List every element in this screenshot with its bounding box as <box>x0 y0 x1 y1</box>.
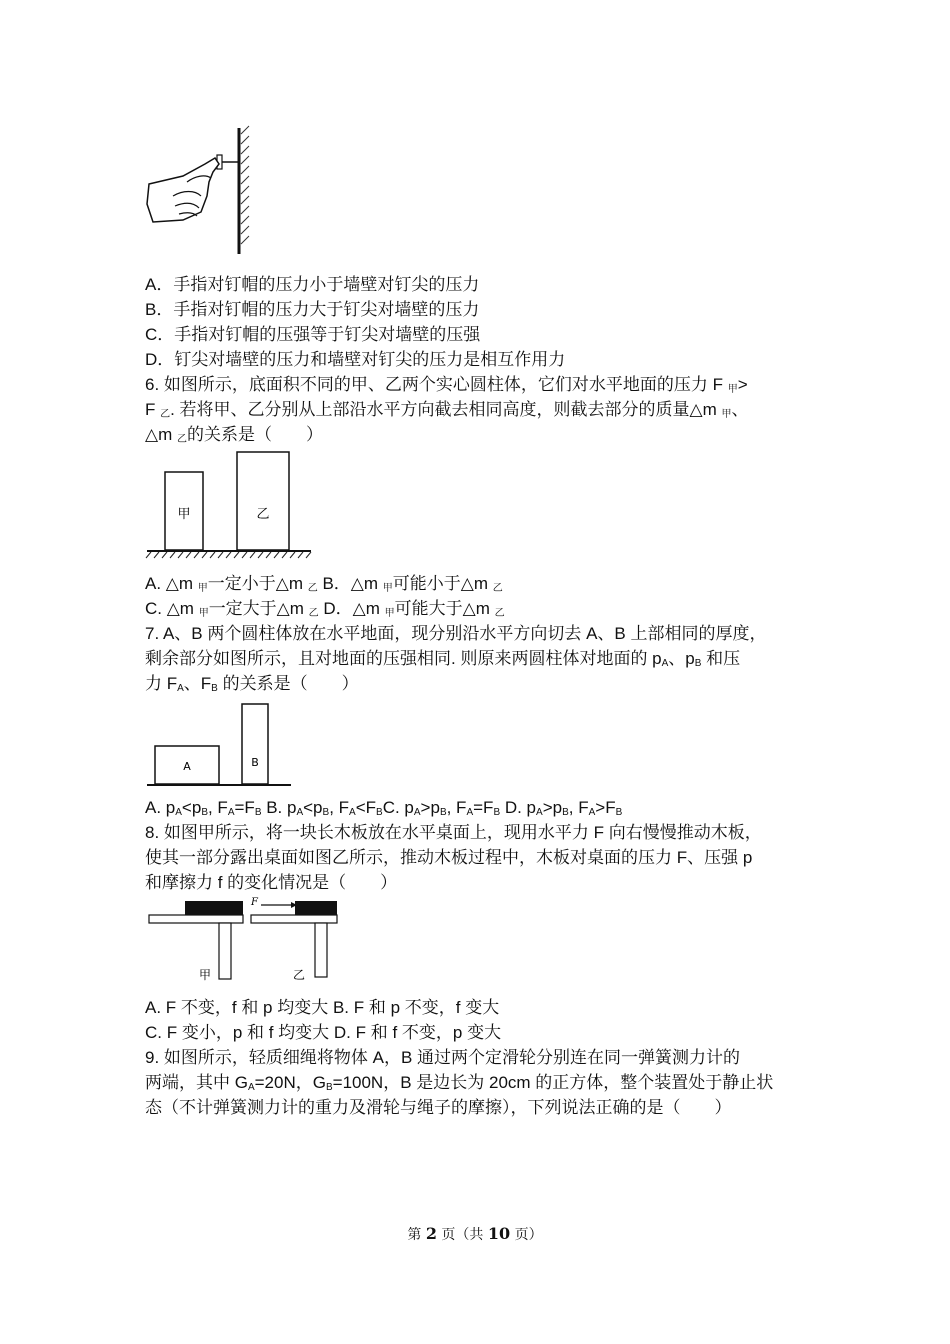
q8-stem-line3: 和摩擦力 f 的变化情况是（ ） <box>145 873 398 892</box>
q7-option-subscript: A <box>175 807 182 818</box>
q7-option-text: , F <box>207 798 228 817</box>
q7-option-text: , F <box>568 798 589 817</box>
q9-stem-line1: 9. 如图所示，轻质细绳将物体 A，B 通过两个定滑轮分别连在同一弹簧测力计的 <box>145 1048 741 1067</box>
fig-label-yi: 乙 <box>293 968 306 982</box>
q7-option-subscript: A <box>588 807 596 818</box>
q5-option-b: B．手指对钉帽的压力大于钉尖对墙壁的压力 <box>145 300 480 319</box>
q7-option-text: =F <box>234 798 255 817</box>
q5-option-a: A．手指对钉帽的压力小于墙壁对钉尖的压力 <box>145 275 480 294</box>
q9-stem-line3: 态（不计弹簧测力计的重力及滑轮与绳子的摩擦），下列说法正确的是（ ） <box>145 1098 732 1117</box>
q7-option-text: >p <box>542 798 563 817</box>
label-yi: 乙 <box>256 507 270 522</box>
q6-stem-line2: F $_乙$. 若将甲、乙分别从上部沿水平方向截去相同高度，则截去部分的质量△m $_甲$、 <box>145 400 749 420</box>
hand-nail-figure <box>143 124 253 256</box>
q7-option-text: <F <box>355 798 377 817</box>
q7-option-text: C. p <box>382 798 414 817</box>
q7-stem-line3: 力 $F_A$、$F_B$ 的关系是（ ） <box>145 674 359 694</box>
q7-option-text: <p <box>303 798 323 817</box>
cylinders-figure <box>145 448 315 562</box>
ab-cylinders-figure <box>145 700 295 792</box>
fig-label-jia: 甲 <box>199 968 212 982</box>
q7-option-subscript: A <box>227 807 235 818</box>
q7-option-text: >F <box>595 798 616 817</box>
q8-stem-line1: 8. 如图甲所示，将一块长木板放在水平桌面上，现用水平力 F 向右慢慢推动木板， <box>145 823 762 842</box>
label-b: B <box>251 756 259 769</box>
q7-option-text: A. p <box>145 798 176 817</box>
board-table-figure <box>143 893 343 989</box>
label-jia: 甲 <box>177 507 191 522</box>
label-a: A <box>183 760 191 773</box>
q7-option-subscript: A <box>466 807 474 818</box>
q6-stem-line1: 6. 如图所示，底面积不同的甲、乙两个实心圆柱体，它们对水平地面的压力 F $_甲$> <box>145 375 748 395</box>
q7-option-subscript: B <box>376 807 383 818</box>
q7-option-text: , F <box>446 798 467 817</box>
q8-options-ab: A. F 不变，f 和 p 均变大 B. F 和 p 不变，f 变大 <box>145 998 500 1017</box>
q7-option-subscript: B <box>201 807 208 818</box>
q7-option-subscript: A <box>536 807 543 818</box>
q7-stem-line2: 剩余部分如图所示，且对地面的压强相同. 则原来两圆柱体对地面的 $p_A$、$p_B$ 和压 <box>145 649 741 669</box>
q7-option-subscript: B <box>562 807 569 818</box>
q7-option-subscript: B <box>439 807 447 818</box>
q6-options-cd: C. △m $_甲$一定大于△m $_乙$ D．△m $_甲$可能大于△m $_乙$ <box>145 599 505 619</box>
q7-option-text: B. p <box>261 798 297 817</box>
q7-option-subscript: A <box>296 807 304 818</box>
q7-stem-line1: 7. A、B 两个圆柱体放在水平地面，现分别沿水平方向切去 A、B 上部相同的厚度， <box>145 624 767 643</box>
q7-option-text: , F <box>329 798 350 817</box>
q7-option-text: D. p <box>500 798 537 817</box>
q9-stem-line2: 两端，其中 $G_A=20N$，$G_B=100N$，B 是边长为 20cm 的正方体，整个装置处于静止状 <box>145 1073 774 1093</box>
q7-option-subscript: A <box>413 807 421 818</box>
fig-label-f: F <box>251 897 258 908</box>
q5-option-d: D．钉尖对墙壁的压力和墙壁对钉尖的压力是相互作用力 <box>145 350 566 369</box>
q5-option-c: C．手指对钉帽的压强等于钉尖对墙壁的压强 <box>145 325 481 344</box>
q7-option-text: <p <box>181 798 202 817</box>
q8-options-cd: C. F 变小，p 和 f 均变大 D. F 和 f 不变，p 变大 <box>145 1023 502 1042</box>
q8-stem-line2: 使其一部分露出桌面如图乙所示，推动木板过程中，木板对桌面的压力 F、压强 p <box>145 848 753 867</box>
page-total: 10 <box>487 1224 511 1243</box>
q6-options-ab: A. △m $_甲$一定小于△m $_乙$ B．△m $_甲$可能小于△m $_乙$ <box>145 574 503 594</box>
q7-option-subscript: B <box>254 807 262 818</box>
q7-option-subscript: A <box>349 807 356 818</box>
q7-option-subscript: B <box>493 807 501 818</box>
q6-stem-line3: △m $_乙$的关系是（ ） <box>145 425 323 445</box>
page-footer: 第 2 页（共 10 页） <box>407 1224 543 1243</box>
q7-option-subscript: B <box>322 807 330 818</box>
q7-option-text: >p <box>420 798 440 817</box>
q7-option-subscript: B <box>615 807 623 818</box>
page-number: 2 <box>425 1224 437 1243</box>
q7-option-text: =F <box>473 798 494 817</box>
